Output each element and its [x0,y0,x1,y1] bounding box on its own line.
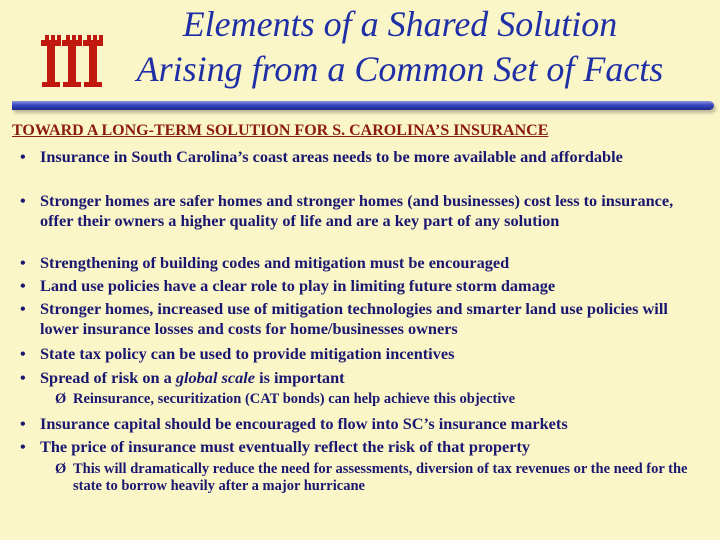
bullet-item [20,368,710,388]
arrow-bullet-icon: Ø [55,461,67,477]
bullet-dot: • [20,344,26,363]
bullet-text: Stronger homes, increased use of mitigation technologies and smarter land use policies will lower insurance losses and costs for home/businesses owners [40,299,668,338]
bullet-dot: • [20,414,26,433]
bullet-dot: • [20,368,26,387]
bullet-item [20,299,710,338]
arrow-bullet-icon: Ø [55,391,67,407]
bullet-item [20,191,710,230]
bullet-text: Strengthening of building codes and mitigation must be encouraged [40,253,510,272]
bullet-text: The price of insurance must eventually reflect the risk of that property [40,437,531,456]
bullet-dot: • [20,299,26,318]
bullet-item [20,437,710,457]
bullet-dot: • [20,276,26,295]
bullet-item [20,344,710,364]
bullet-item [20,414,710,434]
bullet-dot: • [20,147,26,166]
bullet-text: State tax policy can be used to provide mitigation incentives [40,344,455,363]
slide-title [100,2,700,92]
bullet-text: Stronger homes are safer homes and stronger homes (and businesses) cost less to insurance, offer their owners a higher quality of life and are a key part of any solution [40,191,674,230]
title-divider [12,101,714,110]
bullet-item [20,276,710,296]
bullet-emphasis: global scale [175,368,255,387]
triple-tower-logo-icon [38,34,104,88]
title-line-2: Arising from a Common Set of Facts [136,49,664,89]
bullet-text [40,368,710,388]
bullet-text: Insurance capital should be encouraged to flow into SC’s insurance markets [40,414,568,433]
sub-bullet-text: This will dramatically reduce the need for assessments, diversion of tax revenues or the need for the state to borrow heavily after a major hurricane [73,461,688,494]
bullet-item [20,147,710,167]
bullet-item [20,253,710,273]
sub-bullet-text: Reinsurance, securitization (CAT bonds) can help achieve this objective [73,391,516,407]
bullet-dot: • [20,253,26,272]
bullet-text-part: is important [255,368,345,387]
sub-bullet-item [55,391,715,408]
title-line-1: Elements of a Shared Solution [182,4,618,44]
bullet-text-part: Spread of risk on a [40,368,176,387]
bullet-dot: • [20,191,26,210]
section-heading: TOWARD A LONG-TERM SOLUTION FOR S. CAROLINA’S INSURANCE [12,122,549,139]
bullet-text: Insurance in South Carolina’s coast areas needs to be more available and affordable [40,147,623,166]
sub-bullet-item [55,461,715,495]
bullet-text: Land use policies have a clear role to play in limiting future storm damage [40,276,556,295]
bullet-dot: • [20,437,26,456]
